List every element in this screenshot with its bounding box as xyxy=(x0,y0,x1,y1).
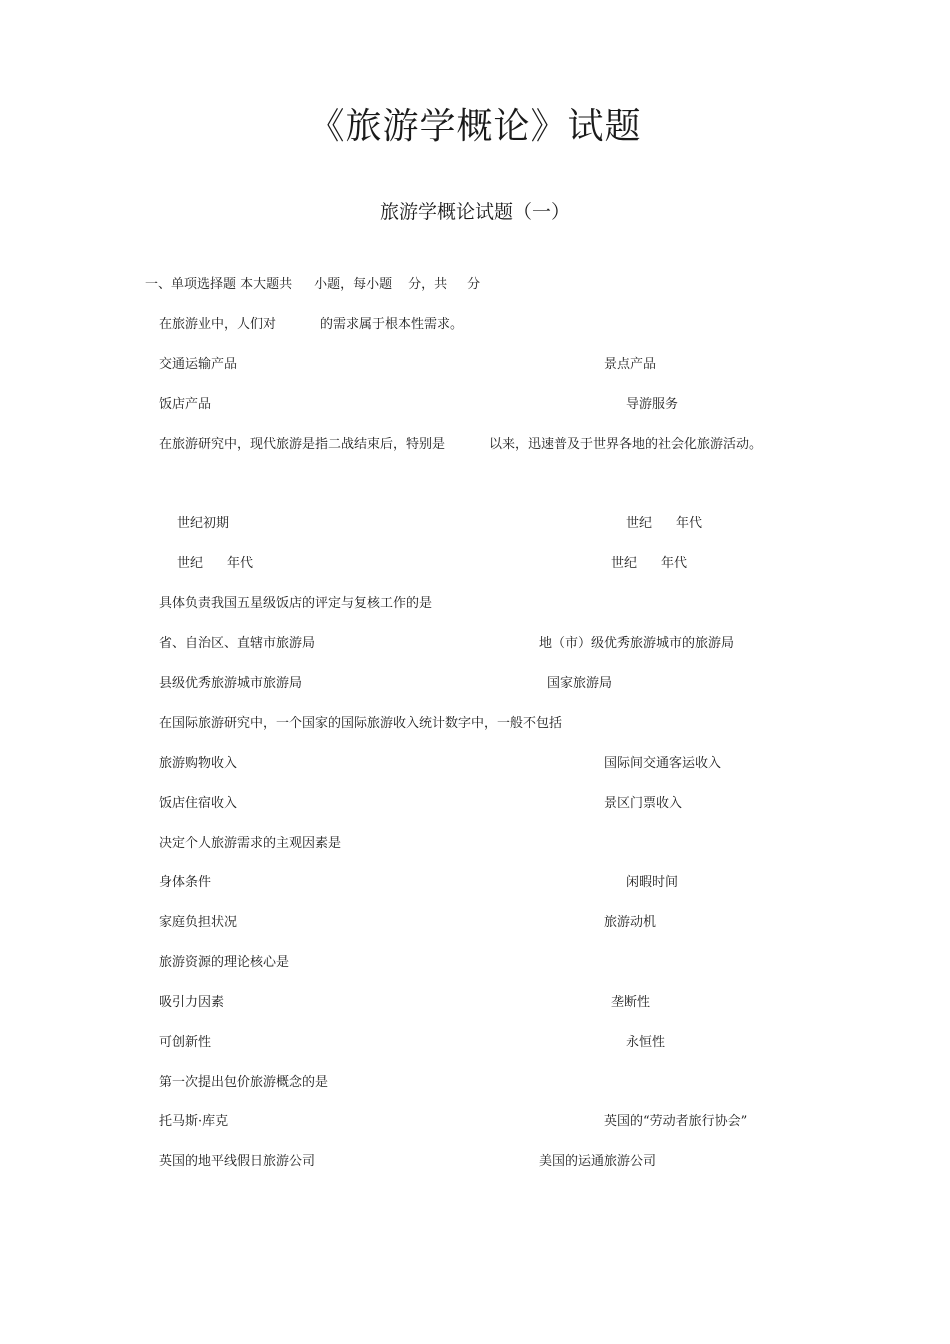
question-7-stem: 第一次提出包价旅游概念的是 xyxy=(159,1075,329,1090)
section-prefix: 一、单项选择题 本大题共 xyxy=(145,277,293,292)
q4-option-c: 饭店住宿收入 xyxy=(159,796,238,811)
q1-option-a: 交通运输产品 xyxy=(159,357,238,372)
q3-option-a: 省、自治区、直辖市旅游局 xyxy=(159,636,316,651)
q1-option-b: 景点产品 xyxy=(604,357,657,372)
q6-option-c: 可创新性 xyxy=(159,1035,212,1050)
q1-option-d: 导游服务 xyxy=(626,397,679,412)
q2-option-a: 世纪初期 xyxy=(177,516,230,531)
q4-option-b: 国际间交通客运收入 xyxy=(604,756,722,771)
q7-option-a: 托马斯·库克 xyxy=(159,1114,229,1129)
question-4-stem: 在国际旅游研究中，一个国家的国际旅游收入统计数字中，一般不包括 xyxy=(159,716,563,731)
q2-option-b-century: 世纪 xyxy=(626,516,653,531)
question-1-stem xyxy=(159,313,463,332)
q3-option-b: 地（市）级优秀旅游城市的旅游局 xyxy=(539,636,735,651)
q2-stem-a: 在旅游研究中，现代旅游是指二战结束后，特别是 xyxy=(159,437,446,452)
q2-option-c-decade: 年代 xyxy=(227,556,254,571)
q2-option-d-century: 世纪 xyxy=(611,556,638,571)
document-subtitle: 旅游学概论试题（一） xyxy=(379,201,570,223)
question-6-stem: 旅游资源的理论核心是 xyxy=(159,955,290,970)
question-5-stem: 决定个人旅游需求的主观因素是 xyxy=(159,836,342,851)
q2-option-b-decade: 年代 xyxy=(676,516,703,531)
section-heading xyxy=(145,273,480,292)
question-3-stem: 具体负责我国五星级饭店的评定与复核工作的是 xyxy=(159,596,433,611)
q4-option-d: 景区门票收入 xyxy=(604,796,683,811)
q5-option-c: 家庭负担状况 xyxy=(159,915,238,930)
q2-option-d-decade: 年代 xyxy=(661,556,688,571)
q7-option-b: 英国的“劳动者旅行协会” xyxy=(604,1114,748,1129)
q6-option-a: 吸引力因素 xyxy=(159,995,225,1010)
q2-stem-b: 以来，迅速普及于世界各地的社会化旅游活动。 xyxy=(489,437,763,452)
q2-option-b xyxy=(626,512,702,531)
q7-option-d: 美国的运通旅游公司 xyxy=(539,1154,657,1169)
q1-stem-b: 的需求属于根本性需求。 xyxy=(320,317,464,332)
q6-option-b: 垄断性 xyxy=(611,995,651,1010)
q4-option-a: 旅游购物收入 xyxy=(159,756,238,771)
section-part2: 小题，每小题 xyxy=(314,277,393,292)
question-2-stem xyxy=(159,433,762,452)
q5-option-b: 闲暇时间 xyxy=(626,875,679,890)
document-title: 《旅游学概论》试题 xyxy=(308,106,642,147)
q5-option-d: 旅游动机 xyxy=(604,915,657,930)
q2-option-c xyxy=(177,552,253,571)
q1-option-c: 饭店产品 xyxy=(159,397,212,412)
q2-option-d xyxy=(611,552,687,571)
q5-option-a: 身体条件 xyxy=(159,875,212,890)
q6-option-d: 永恒性 xyxy=(626,1035,666,1050)
section-part3: 分，共 xyxy=(408,277,448,292)
q1-stem-a: 在旅游业中，人们对 xyxy=(159,317,277,332)
q7-option-c: 英国的地平线假日旅游公司 xyxy=(159,1154,316,1169)
q2-option-c-century: 世纪 xyxy=(177,556,204,571)
section-part4: 分 xyxy=(467,277,481,292)
q3-option-d: 国家旅游局 xyxy=(547,676,613,691)
q3-option-c: 县级优秀旅游城市旅游局 xyxy=(159,676,303,691)
